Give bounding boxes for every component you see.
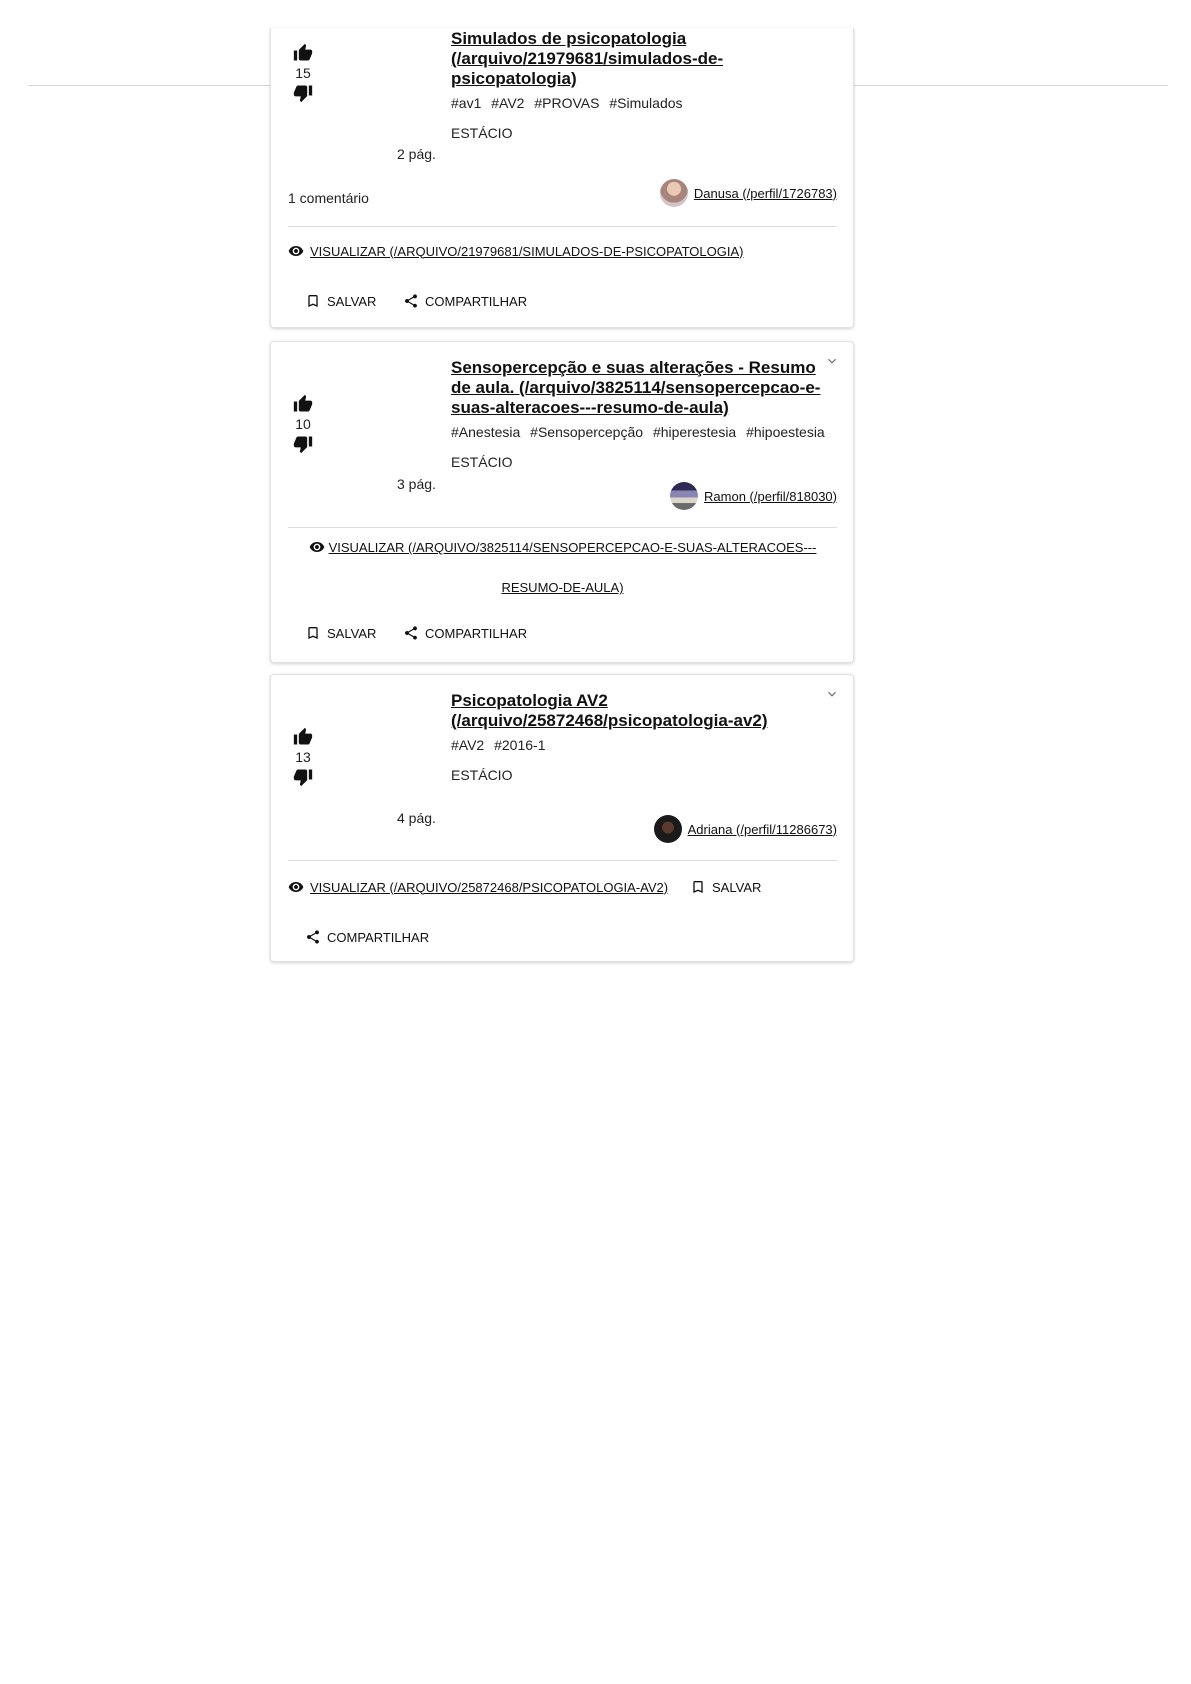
vote-count: 15 [295,65,311,81]
page-count: 3 pág. [397,476,436,492]
eye-icon [309,539,325,555]
bookmark-icon [690,879,706,895]
document-info [451,691,833,783]
document-info [451,29,839,141]
eye-icon [288,243,304,259]
tag[interactable]: #hiperestesia [652,424,737,440]
share-label: COMPARTILHAR [327,929,430,945]
save-button[interactable] [305,625,376,641]
document-title-link[interactable]: Psicopatologia AV2 (/arquivo/25872468/psicopatologia-av2) [451,691,768,730]
divider [288,860,837,861]
document-card [270,341,854,663]
thumb-down-icon[interactable] [293,434,313,454]
tag[interactable]: #PROVAS [534,95,600,111]
view-label: VISUALIZAR (/ARQUIVO/3825114/SENSOPERCEPCAO-E-SUAS-ALTERACOES--- [328,540,817,555]
thumb-up-icon[interactable] [293,727,313,747]
document-card [270,674,854,962]
view-button[interactable] [288,879,668,895]
share-icon [305,929,321,945]
tag[interactable]: #AV2 [451,737,485,753]
view-label: VISUALIZAR (/ARQUIVO/21979681/SIMULADOS-DE-PSICOPATOLOGIA) [310,243,744,259]
page-count: 2 pág. [397,146,436,162]
save-label: SALVAR [712,879,762,895]
thumb-up-icon[interactable] [293,43,313,63]
divider [288,226,837,227]
share-icon [403,293,419,309]
avatar [654,815,682,843]
view-button[interactable] [288,528,837,608]
author [670,482,837,510]
tag-list [451,735,833,755]
thumb-down-icon[interactable] [293,83,313,103]
document-info [451,358,833,470]
tag[interactable]: #Simulados [609,95,683,111]
author-link[interactable]: Ramon (/perfil/818030) [704,488,837,504]
share-icon [403,625,419,641]
avatar [670,482,698,510]
vote-box [289,394,317,454]
tag-list [451,93,839,113]
institution: ESTÁCIO [451,125,513,141]
tag[interactable]: #Sensopercepção [530,424,644,440]
tag[interactable]: #hipoestesia [746,424,825,440]
share-button[interactable] [403,625,527,641]
page-count: 4 pág. [397,810,436,826]
tag[interactable]: #AV2 [491,95,525,111]
author-link[interactable]: Danusa (/perfil/1726783) [693,185,837,201]
comment-count[interactable]: 1 comentário [288,190,369,206]
share-label: COMPARTILHAR [425,293,528,309]
institution: ESTÁCIO [451,767,513,783]
document-title-link[interactable]: Simulados de psicopatologia (/arquivo/21979681/simulados-de-psicopatologia) [451,29,724,88]
share-button[interactable] [403,293,527,309]
save-label: SALVAR [327,293,377,309]
tag[interactable]: #Anestesia [451,424,521,440]
institution: ESTÁCIO [451,454,513,470]
author [660,179,837,207]
bookmark-icon [305,625,321,641]
view-label-continued: RESUMO-DE-AULA) [501,580,624,595]
view-label: VISUALIZAR (/ARQUIVO/25872468/PSICOPATOLOGIA-AV2) [310,879,669,895]
vote-count: 10 [295,416,311,432]
tag[interactable]: #2016-1 [494,737,546,753]
document-title-link[interactable]: Sensopercepção e suas alterações - Resumo de aula. (/arquivo/3825114/sensopercepcao-e-suas-alteracoes---resumo-de-aula) [451,358,821,417]
avatar [660,179,688,207]
tag-list [451,422,833,442]
vote-count: 13 [295,749,311,765]
save-label: SALVAR [327,625,377,641]
view-button[interactable] [288,243,743,259]
author-link[interactable]: Adriana (/perfil/11286673) [687,821,837,837]
share-label: COMPARTILHAR [425,625,528,641]
document-card [270,28,854,328]
tag[interactable]: #av1 [451,95,482,111]
author [654,815,837,843]
save-button[interactable] [690,879,761,895]
thumb-down-icon[interactable] [293,767,313,787]
vote-box [289,727,317,787]
save-button[interactable] [305,293,376,309]
eye-icon [288,879,304,895]
share-button[interactable] [305,929,429,945]
vote-box [289,43,317,103]
bookmark-icon [305,293,321,309]
thumb-up-icon[interactable] [293,394,313,414]
